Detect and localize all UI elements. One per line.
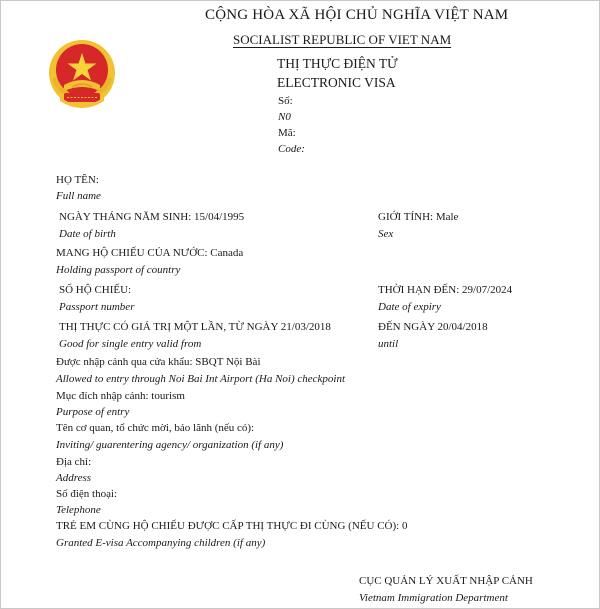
nationality: MANG HỘ CHIẾU CỦA NƯỚC: Canada — [56, 247, 244, 259]
sex: GIỚI TÍNH: Male — [378, 211, 459, 223]
entry-checkpoint-label-en: Allowed to entry through Noi Bai Int Airport (Ha Noi) checkpoint — [56, 373, 346, 385]
address-label-en: Address — [56, 472, 92, 484]
valid-from-label-en: Good for single entry valid from — [59, 338, 202, 350]
number-label-vi: Số: — [278, 95, 293, 107]
inviting-agency: Tên cơ quan, tổ chức mời, bảo lãnh (nếu có): — [56, 422, 255, 434]
inviting-agency-label-en: Inviting/ guarentering agency/ organization (if any) — [56, 439, 284, 451]
date-of-birth: NGÀY THÁNG NĂM SINH: 15/04/1995 — [59, 211, 245, 223]
issuer-en: Vietnam Immigration Department — [359, 592, 508, 604]
sex-label-en: Sex — [378, 228, 394, 240]
full-name-label: HỌ TÊN: — [56, 174, 99, 186]
date-of-expiry: THỜI HẠN ĐẾN: 29/07/2024 — [378, 284, 513, 296]
date-of-birth-label-en: Date of birth — [59, 228, 116, 240]
doc-title-en: ELECTRONIC VISA — [277, 75, 396, 90]
code-label-en: Code: — [278, 143, 305, 155]
purpose-of-entry-label-en: Purpose of entry — [56, 406, 130, 418]
valid-from: THỊ THỰC CÓ GIÁ TRỊ MỘT LẦN, TỪ NGÀY 21/03/2018 — [59, 321, 331, 333]
doc-title-vi: THỊ THỰC ĐIỆN TỬ — [277, 56, 398, 71]
valid-until-label-en: until — [378, 338, 399, 350]
code-label-vi: Mã: — [278, 127, 296, 139]
country-title-en: SOCIALIST REPUBLIC OF VIET NAM — [233, 32, 452, 47]
entry-checkpoint: Được nhập cảnh qua cửa khẩu: SBQT Nội Bài — [56, 356, 261, 368]
address: Địa chỉ: — [56, 456, 92, 468]
date-of-expiry-label-en: Date of expiry — [378, 301, 441, 313]
passport-number: SỐ HỘ CHIẾU: — [59, 284, 132, 296]
accompanying-children-label-en: Granted E-visa Accompanying children (if any) — [56, 537, 266, 549]
issuer-vi: CỤC QUẢN LÝ XUẤT NHẬP CẢNH — [359, 575, 533, 587]
full-name-label-en: Full name — [56, 190, 101, 202]
passport-number-label-en: Passport number — [59, 301, 135, 313]
country-title-vi: CỘNG HÒA XÃ HỘI CHỦ NGHĨA VIỆT NAM — [205, 7, 509, 23]
accompanying-children: TRẺ EM CÙNG HỘ CHIẾU ĐƯỢC CẤP THỊ THỰC ĐI CÙNG (NẾU CÓ): 0 — [56, 520, 408, 532]
valid-until: ĐẾN NGÀY 20/04/2018 — [378, 321, 488, 333]
telephone: Số điện thoại: — [56, 488, 118, 500]
telephone-label-en: Telephone — [56, 504, 101, 516]
national-emblem-icon — [46, 39, 118, 113]
purpose-of-entry: Mục đích nhập cảnh: tourism — [56, 390, 185, 402]
number-label-en: N0 — [278, 111, 291, 123]
nationality-label-en: Holding passport of country — [56, 264, 181, 276]
